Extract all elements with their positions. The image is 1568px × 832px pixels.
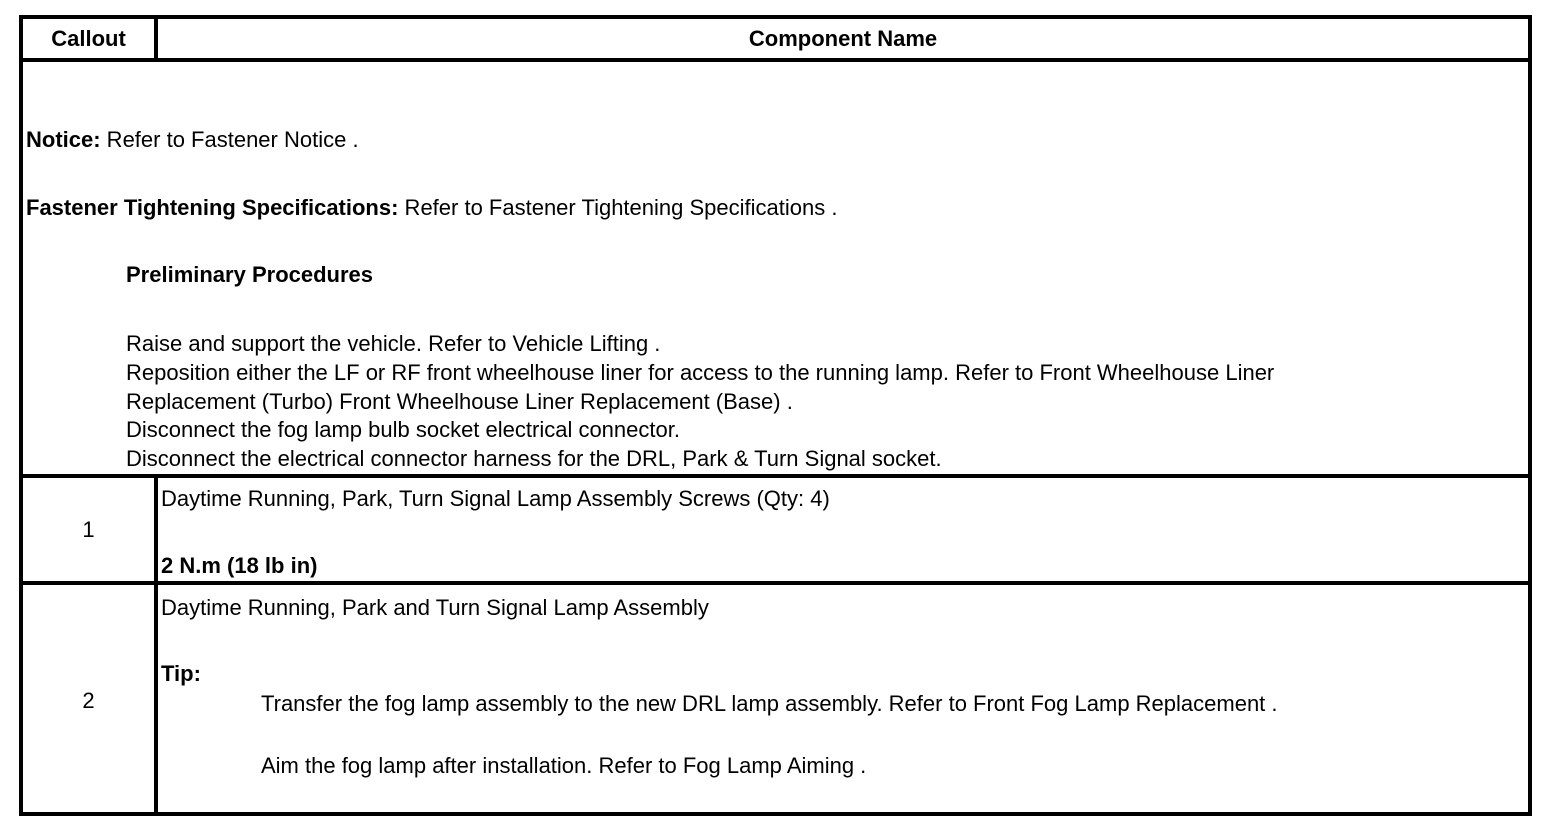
preliminary-heading: Preliminary Procedures: [126, 262, 374, 287]
tip-2: Aim the fog lamp after installation. Refer to Fog Lamp Aiming .: [261, 753, 867, 778]
header-column-divider: [154, 19, 158, 58]
procedure-table: [19, 15, 1532, 816]
row-callout: 1: [82, 516, 95, 542]
step-2: Reposition either the LF or RF front wheelhouse liner for access to the running lamp. Refer to Front Wheelhouse Liner: [126, 360, 1275, 385]
header-callout: Callout: [51, 25, 126, 51]
preliminary-section: [23, 62, 1528, 474]
table-row: [23, 585, 1528, 816]
row-component-name: Daytime Running, Park, Turn Signal Lamp Assembly Screws (Qty: 4): [161, 486, 830, 511]
header-component-name: Component Name: [748, 25, 938, 51]
step-2-continued: Replacement (Turbo) Front Wheelhouse Liner Replacement (Base) .: [126, 389, 793, 414]
row-torque-spec: 2 N.m (18 lb in): [161, 553, 318, 578]
notice-text: Refer to Fastener Notice .: [100, 127, 359, 152]
spec-label: Fastener Tightening Specifications:: [26, 195, 399, 220]
notice-line: [26, 125, 359, 154]
row-component-name: Daytime Running, Park and Turn Signal Lamp Assembly: [161, 595, 709, 620]
tip-1: Transfer the fog lamp assembly to the new DRL lamp assembly. Refer to Front Fog Lamp Replacement .: [261, 691, 1278, 716]
notice-label: Notice:: [26, 127, 101, 152]
spec-line: [26, 193, 837, 222]
step-4: Disconnect the electrical connector harness for the DRL, Park & Turn Signal socket.: [126, 446, 942, 471]
table-row: [23, 478, 1528, 581]
row-callout: 2: [82, 687, 95, 713]
step-1: Raise and support the vehicle. Refer to Vehicle Lifting .: [126, 331, 661, 356]
row-2-column-divider: [154, 585, 158, 816]
row-1-column-divider: [154, 478, 158, 581]
spec-text: Refer to Fastener Tightening Specifications .: [398, 195, 838, 220]
tip-label: Tip:: [161, 661, 201, 686]
step-3: Disconnect the fog lamp bulb socket electrical connector.: [126, 417, 680, 442]
